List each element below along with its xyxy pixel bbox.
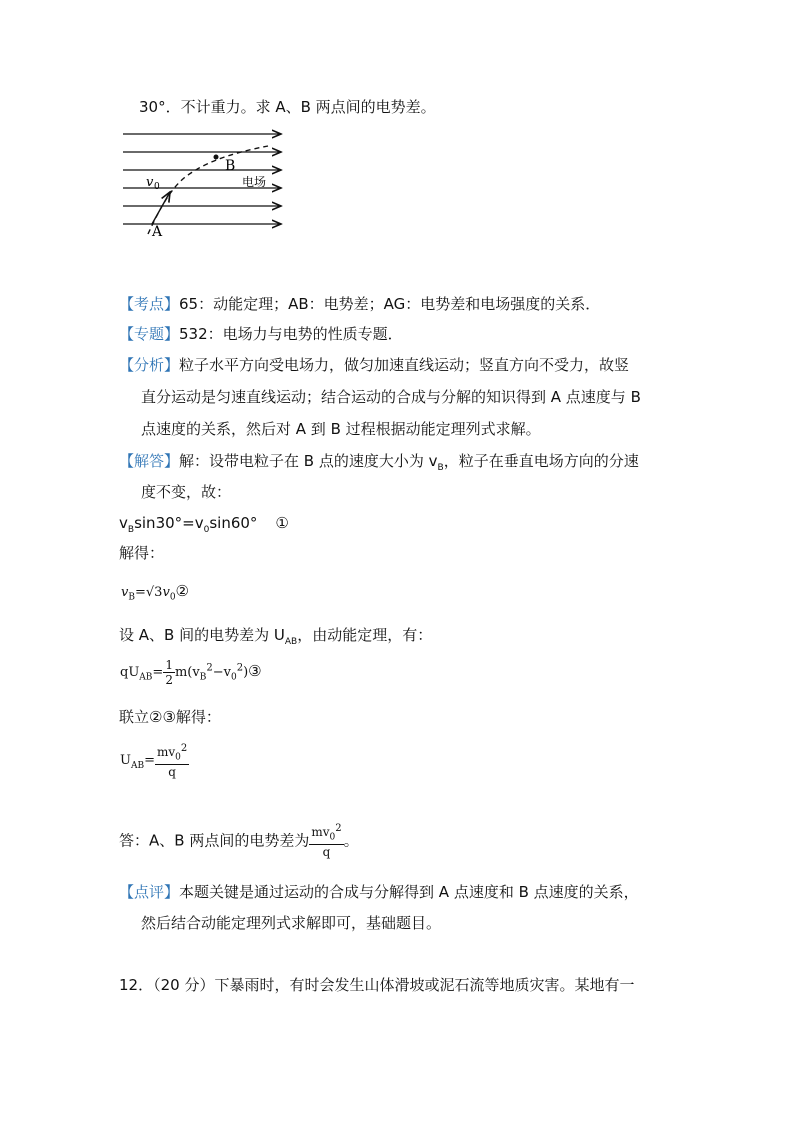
eq1-v-sub: B — [127, 525, 135, 535]
eq1-end: sin60° — [209, 514, 258, 532]
zhuanti-text: 532：电场力与电势的性质专题． — [179, 325, 403, 343]
eq3-equals: = — [152, 665, 164, 680]
eq4-fraction — [155, 742, 189, 779]
eq4-num-sub: 0 — [175, 752, 181, 763]
jieda-text-1-end: ，粒子在垂直电场方向的分速 — [443, 452, 639, 470]
equation-1 — [119, 513, 289, 540]
fenxi-text-2: 直分运动是匀速直线运动；结合运动的合成与分解的知识得到 A 点速度与 B — [141, 388, 641, 406]
jieda-text-1: 解：设带电粒子在 B 点的速度大小为 v — [179, 452, 438, 470]
eq2-equals: = — [134, 585, 146, 600]
set-line-b: ，由动能定理，有： — [297, 626, 433, 644]
set-line-a: 设 A、B 间的电势差为 U — [119, 626, 285, 644]
eq3-vb-sub: B — [199, 672, 207, 683]
set-line — [119, 625, 432, 652]
jiede-1: 解得： — [119, 544, 165, 562]
zhuanti-line — [119, 324, 403, 344]
eq1-mid: sin30°=v — [134, 514, 204, 532]
answer-line — [119, 822, 359, 859]
eq1-mark: ① — [275, 514, 289, 532]
eq4-lhs: U — [120, 753, 131, 769]
eq4-lhs-sub: AB — [130, 760, 145, 771]
eq3-mark: ③ — [248, 662, 262, 680]
zhuanti-tag: 【专题】 — [119, 325, 180, 343]
jieda-tag: 【解答】 — [119, 452, 180, 470]
eq2-v0-sub: 0 — [169, 592, 176, 603]
fenxi-tag: 【分析】 — [119, 356, 180, 374]
eq3-lhs-sub: AB — [139, 672, 153, 683]
eq3-fraction — [163, 658, 175, 687]
dianping-text-2: 然后结合动能定理列式求解即可，基础题目。 — [141, 914, 442, 932]
answer-num-mv: mv — [311, 825, 330, 839]
eq3-m: m(v — [174, 665, 200, 680]
eq4-equals: = — [144, 753, 155, 769]
equation-3 — [120, 658, 262, 687]
eq4-frac-den: q — [168, 765, 176, 780]
eq1-v: v — [119, 514, 128, 532]
answer-frac-den: q — [322, 845, 331, 860]
eq3-frac-den: 2 — [165, 673, 173, 687]
eq4-num-mv: mv — [157, 745, 176, 759]
eq1-v0-sub: 0 — [203, 525, 210, 535]
eq2-v-sub: B — [128, 592, 135, 603]
problem-intro: 30°．不计重力。求 A、B 两点间的电势差。 — [139, 98, 436, 116]
eq3-frac-num: 1 — [165, 658, 173, 672]
electric-field-figure — [118, 126, 288, 242]
answer-text: 答：A、B 两点间的电势差为 — [119, 831, 310, 850]
point-b-dot — [214, 155, 219, 160]
eq3-v0-sup: 2 — [236, 662, 244, 674]
label-b: B — [225, 158, 236, 174]
dianping-text-1: 本题关键是通过运动的合成与分解得到 A 点速度和 B 点速度的关系， — [179, 883, 639, 901]
label-a: A — [152, 224, 163, 240]
eq3-close: ) — [243, 665, 249, 680]
eq3-lhs: qU — [120, 665, 140, 680]
dianping-line1 — [119, 882, 639, 902]
set-line-sub: AB — [284, 637, 298, 647]
label-field: 电场 — [242, 175, 267, 189]
answer-num-sub: 0 — [329, 832, 336, 843]
label-v0-sub: 0 — [154, 182, 160, 192]
eq2-root: √3 — [145, 585, 163, 600]
answer-end: 。 — [343, 831, 359, 850]
eq2-v0: v — [162, 585, 170, 600]
kaodian-tag: 【考点】 — [119, 295, 180, 313]
eq4-num-sup: 2 — [180, 743, 188, 754]
lianli-line: 联立②③解得： — [119, 708, 221, 726]
label-v0: v — [146, 175, 154, 190]
equation-2 — [121, 582, 189, 603]
answer-frac-num — [309, 822, 343, 845]
answer-fraction — [309, 822, 343, 859]
eq3-minus: −v — [212, 665, 231, 680]
jieda-vb-sub: B — [437, 463, 444, 473]
kaodian-line — [119, 294, 600, 314]
eq3-v0-sub: 0 — [230, 672, 237, 683]
trajectory-curve — [148, 146, 268, 234]
eq3-vb-sup: 2 — [206, 662, 213, 674]
answer-num-sup: 2 — [335, 823, 342, 834]
v0-arrow — [152, 192, 170, 224]
jieda-text-2: 度不变，故： — [141, 483, 232, 501]
eq4-frac-num — [155, 742, 189, 765]
jieda-line1 — [119, 451, 639, 478]
fenxi-text-1: 粒子水平方向受电场力，做匀加速直线运动；竖直方向不受力，故竖 — [179, 356, 630, 374]
fenxi-text-3: 点速度的关系，然后对 A 到 B 过程根据动能定理列式求解。 — [141, 420, 541, 438]
dianping-tag: 【点评】 — [119, 883, 180, 901]
eq2-v: v — [121, 585, 129, 600]
next-problem: 12．（20 分）下暴雨时，有时会发生山体滑坡或泥石流等地质灾害。某地有一 — [119, 976, 635, 994]
eq2-mark: ② — [175, 582, 189, 600]
equation-4 — [120, 742, 189, 779]
kaodian-text: 65：动能定理；AB：电势差；AG：电势差和电场强度的关系． — [179, 295, 601, 313]
fenxi-line1 — [119, 355, 629, 375]
